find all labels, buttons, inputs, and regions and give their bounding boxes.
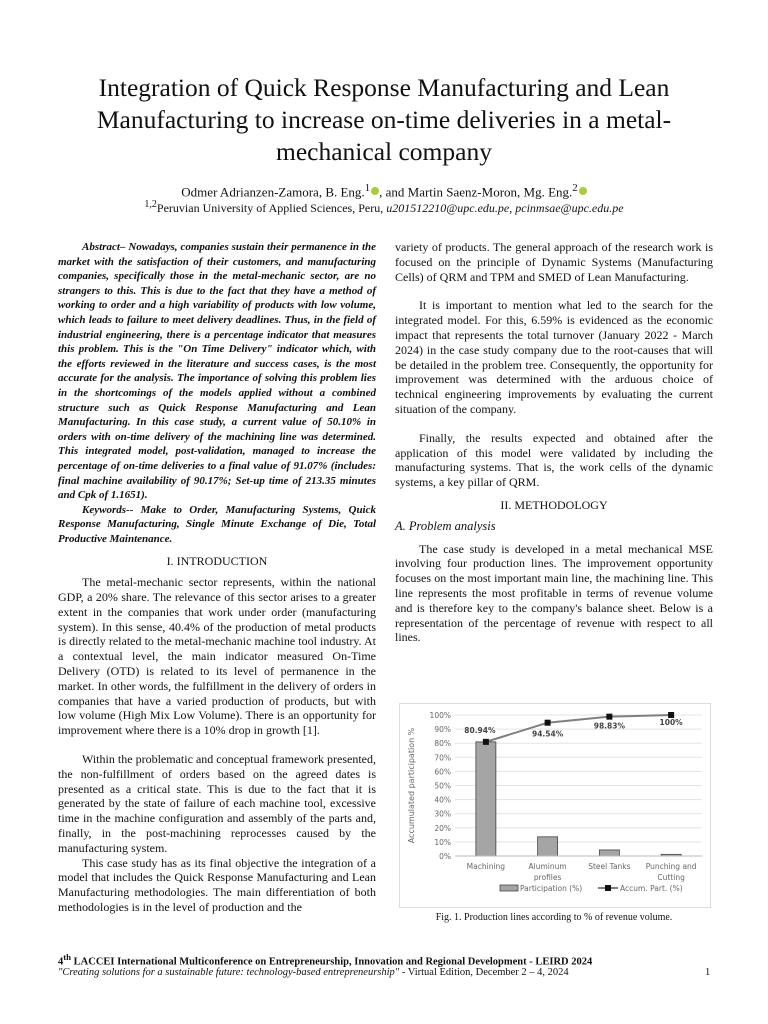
paragraph: The metal-mechanic sector represents, within the national GDP, a 20% share. The relevance of this sector arises to a greater extent in the companies that work under order (manufacturing system). In this sense, 40.4% of the production of metal products is directly related to the metal-mechanic machine tool industry. At a contextual level, the main indicator measured On-Time Delivery (OTD) is related to its level of permanence in the market. In other words, the fulfillment in the delivery of orders in companies that have a varied production of products, but with low volume (High Mix Low Volume). There is an opportunity for improvement where there is a 10% drop in growth [1]. [58, 575, 376, 738]
line-marker [483, 739, 489, 745]
y-tick-label: 80% [434, 739, 451, 749]
abstract: Abstract– Nowadays, companies sustain their permanence in the market with the satisfaction of their customers, and manufacturing companies, specifically those in the metal-mechanic sector, are no strangers to this. This is due to the fact that they have a method of working to order and a high variability of products with low volume, which leads to failure to meet delivery deadlines. Thus, in the field of industrial engineering, there is a percentage indicator that measures this problem. This is the "On Time Delivery" indicator which, with the efforts reviewed in the literature and success cases, is the most accurate for the analysis. The importance of solving this problem lies in the shortcomings of the models applied without a combined structure such as Quick Response Manufacturing and Lean Manufacturing. In this case study, a current value of 50.10% in orders with on-time delivery of the machining line was determined. This integrated model, post-validation, managed to increase the percentage of on-time deliveries to a final value of 91.07% (includes: final machine availability of 90.17%; Set-up time of 213.35 minutes and Cpk of 1.1651). [58, 241, 376, 502]
x-tick-label: profiles [533, 873, 562, 882]
x-tick-label: Punching and [645, 862, 697, 871]
y-tick-label: 20% [434, 823, 451, 833]
quote: "Creating solutions for a sustainable future: technology-based entrepreneurship" [58, 967, 400, 978]
right-column [395, 240, 713, 645]
sup: 2 [572, 182, 578, 194]
subsection-heading: A. Problem analysis [395, 518, 496, 533]
orcid-icon[interactable] [371, 187, 379, 195]
author-1: Odmer Adrianzen-Zamora, B. Eng. [181, 184, 365, 200]
figure-chart [399, 703, 711, 908]
y-tick-label: 40% [434, 795, 451, 805]
y-tick-label: 60% [434, 767, 451, 777]
pareto-chart [400, 704, 710, 907]
num: 4 [58, 956, 64, 968]
legend-marker [605, 885, 611, 891]
bar [538, 837, 558, 856]
authors [0, 182, 768, 200]
y-tick-label: 30% [434, 809, 451, 819]
bar [599, 850, 619, 856]
data-label: 98.83% [593, 721, 625, 731]
footer-conference [58, 952, 592, 968]
figure-caption: Fig. 1. Production lines according to % of revenue volume. [435, 912, 673, 923]
paragraph: variety of products. The general approach of the research work is focused on the principle of Dynamic Systems (Manufacturing Cells) of QRM and TPM and SMED of Lean Manufacturing. [395, 240, 713, 284]
page-number: 1 [705, 967, 711, 978]
y-tick-label: 50% [434, 781, 451, 791]
y-tick-label: 0% [439, 852, 451, 861]
data-label: 100% [659, 718, 683, 727]
affiliation [0, 199, 768, 216]
sup: 1 [364, 182, 371, 194]
y-tick-label: 10% [434, 837, 451, 847]
y-axis-label: Accumulated participation % [407, 727, 416, 844]
line-marker [606, 714, 612, 720]
author-2: , and Martin Saenz-Moron, Mg. Eng. [379, 184, 573, 200]
keywords: Keywords-- Make to Order, Manufacturing Systems, Quick Response Manufacturing, Single Minute Exchange of Die, Total Productive Maintenance. [58, 503, 376, 545]
paragraph: The case study is developed in a metal mechanical MSE involving four production lines. The improvement opportunity focuses on the most important main line, the machining line. This line represents the most profitable in terms of revenue volume and is therefore key to the company's balance sheet. Below is a representation of the percentage of revenue with respect to all lines. [395, 541, 713, 645]
paper-title: Integration of Quick Response Manufacturing and Lean Manufacturing to increase on-time deliveries in a metal-mechanical company [96, 73, 672, 166]
left-column [58, 240, 376, 915]
accum-line [486, 715, 671, 742]
bar [476, 742, 496, 856]
data-label: 94.54% [532, 729, 564, 739]
sup: th [63, 952, 72, 962]
paragraph: This case study has as its final objective the integration of a model that includes the Quick Response Manufacturing and Lean Manufacturing methodologies. The main differentiation of both methodologies is in the level of production and the [58, 855, 376, 914]
data-label: 80.94% [464, 725, 496, 735]
x-tick-label: Aluminum [528, 862, 567, 871]
footer-edition [58, 967, 569, 978]
x-tick-label: Machining [466, 862, 506, 871]
paragraph: Within the problematic and conceptual framework presented, the non-fulfillment of orders based on the agreed dates is presented as a critical state. This is due to the fact that it is generated by the state of failure of each machine tool, excessive time in the machine configuration and assembly of the parts and, finally, in the post-machining reprocesses caused by the manufacturing system. [58, 752, 376, 855]
y-tick-label: 100% [429, 711, 451, 720]
x-tick-label: Steel Tanks [588, 862, 631, 871]
sup: 1,2 [144, 199, 157, 210]
conf: LACCEI International Multiconference on Entrepreneurship, Innovation and Regional Development - LEIRD 2024 [71, 956, 593, 968]
section-heading: I. INTRODUCTION [166, 554, 268, 569]
section-heading: II. METHODOLOGY [500, 497, 608, 512]
legend-label: Accum. Part. (%) [620, 884, 683, 893]
legend-bar-swatch [500, 885, 518, 891]
y-tick-label: 90% [434, 725, 451, 735]
emails: u201512210@upc.edu.pe, pcinmsae@upc.edu.pe [386, 201, 624, 215]
orcid-icon[interactable] [579, 187, 587, 195]
paragraph: It is important to mention what led to the search for the integrated model. For this, 6.59% is evidenced as the economic impact that represents the total turnover (January 2022 - March 2024) in the case study company due to the root-causes that will be detailed in the problem tree. Consequently, the opportunity for improvement was determined with the arduous choice of technical engineering improvements by evaluating the current situation of the company. [395, 298, 713, 416]
affiliation-text: Peruvian University of Applied Sciences, Peru, [156, 201, 387, 215]
line-marker [545, 720, 551, 726]
paragraph: Finally, the results expected and obtained after the application of this model were validated by including the manufacturing systems. That is, the work cells of the dynamic systems, a key pillar of QRM. [395, 430, 713, 490]
x-tick-label: Cutting [657, 873, 685, 882]
legend-label: Participation (%) [520, 884, 583, 893]
y-tick-label: 70% [434, 753, 451, 763]
edition: - Virtual Edition, December 2 – 4, 2024 [399, 967, 569, 978]
